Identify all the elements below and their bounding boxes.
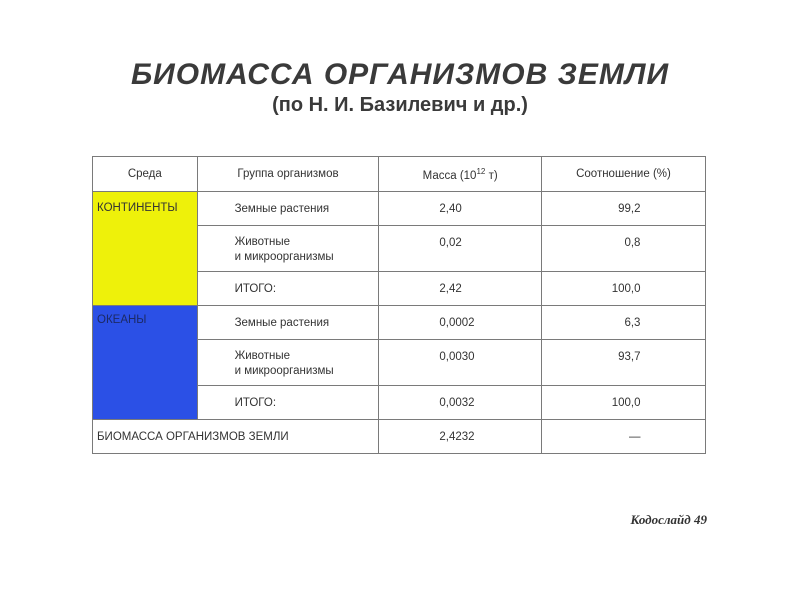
ratio-cell: 99,2	[541, 192, 705, 226]
mass-cell: 0,0030	[379, 340, 542, 386]
ratio-cell: 100,0	[541, 386, 705, 420]
mass-cell: 0,0002	[379, 306, 542, 340]
ratio-cell: 93,7	[541, 340, 705, 386]
header-group: Группа организмов	[197, 157, 379, 192]
group-cell: ИТОГО:	[197, 272, 379, 306]
header-ratio: Соотношение (%)	[541, 157, 705, 192]
header-env: Среда	[93, 157, 198, 192]
table-row	[93, 306, 706, 340]
ratio-cell: 100,0	[541, 272, 705, 306]
group-cell: Земные растения	[197, 306, 379, 340]
page-title: БИОМАССА ОРГАНИЗМОВ ЗЕМЛИ	[130, 58, 670, 91]
page-subtitle: (по Н. И. Базилевич и др.)	[272, 94, 528, 116]
table-header-row	[93, 157, 706, 192]
table-row	[93, 192, 706, 226]
group-cell: ИТОГО:	[197, 386, 379, 420]
mass-cell: 2,42	[379, 272, 542, 306]
table-row-total	[93, 420, 706, 454]
biomass-table	[92, 156, 706, 454]
total-mass: 2,4232	[379, 420, 542, 454]
group-cell: Животные и микроорганизмы	[197, 226, 379, 272]
ratio-cell: 6,3	[541, 306, 705, 340]
env-oceans: ОКЕАНЫ	[93, 306, 198, 420]
group-cell: Животные и микроорганизмы	[197, 340, 379, 386]
slide-caption: Кодослайд 49	[630, 512, 707, 527]
ratio-cell: 0,8	[541, 226, 705, 272]
mass-cell: 0,02	[379, 226, 542, 272]
mass-cell: 2,40	[379, 192, 542, 226]
env-continents: КОНТИНЕНТЫ	[93, 192, 198, 306]
mass-cell: 0,0032	[379, 386, 542, 420]
header-mass: Масса ($10^{12}$ т)	[379, 157, 542, 192]
group-cell: Земные растения	[197, 192, 379, 226]
total-label: БИОМАССА ОРГАНИЗМОВ ЗЕМЛИ	[93, 420, 379, 454]
total-ratio: —	[541, 420, 705, 454]
